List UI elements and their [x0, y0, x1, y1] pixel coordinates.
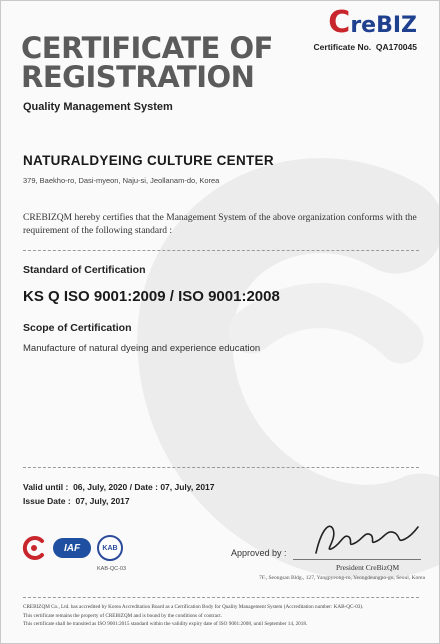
scope-value: Manufacture of natural dyeing and experience education: [23, 343, 261, 354]
valid-until-value: 06, July, 2020 / Date : 07, July, 2017: [73, 482, 215, 492]
certificate-number: [314, 42, 417, 52]
divider: [23, 467, 419, 468]
issue-date-value: 07, July, 2017: [75, 496, 130, 506]
kab-code: KAB-QC-03: [97, 566, 127, 572]
scope-label: Scope of Certification: [23, 322, 132, 334]
dates-block: [23, 480, 215, 508]
divider: [23, 597, 419, 598]
logo-biz: BIZ: [376, 13, 417, 38]
approved-by-label: Approved by :: [231, 548, 287, 558]
footer-line-3: This certificate shall be transited as ISO 9001:2015 standard within the validity expiry date of ISO 9001:2008, until September 14, 2018.: [23, 621, 308, 627]
management-system-name: Quality Management System: [23, 101, 173, 113]
issuer-address: 7F., Seongsan Bldg., 127, Yangpyeong-ro, Yeongdeungpo-gu, Seoul, Korea: [259, 575, 425, 581]
issue-date-row: [23, 494, 215, 508]
footer-notes: [23, 603, 423, 629]
logo-re: re: [350, 13, 377, 38]
organization-address: 379, Baekho-ro, Dasi-myeon, Naju-si, Jeollanam-do, Korea: [23, 176, 220, 185]
logo-c: C: [328, 5, 351, 40]
valid-until-label: Valid until :: [23, 482, 69, 492]
divider: [23, 250, 419, 251]
standard-label: Standard of Certification: [23, 264, 146, 276]
title-line-1: CERTIFICATE OF: [21, 31, 273, 65]
issue-date-label: Issue Date :: [23, 496, 71, 506]
page-title: [21, 31, 273, 94]
title-line-2: REGISTRATION: [21, 60, 255, 94]
certificate-number-value: QA170045: [375, 42, 417, 52]
signature-icon: [311, 511, 421, 561]
kab-mark: KAB: [97, 535, 123, 561]
standard-value: KS Q ISO 9001:2009 / ISO 9001:2008: [23, 288, 280, 305]
iaf-mark: IAF: [53, 538, 91, 558]
certification-statement: CREBIZQM hereby certifies that the Management System of the above organization conforms with the requirement of the following standard :: [23, 213, 417, 236]
footer-line-2: This certificate remains the property of CREBIZQM and is bound by the conditions of contract.: [23, 612, 222, 619]
signatory-title: President CreBizQM: [336, 563, 400, 572]
accreditation-marks: [21, 535, 123, 561]
valid-until-row: [23, 480, 215, 494]
signature-line: [293, 559, 421, 560]
crebiz-logo: [328, 5, 417, 40]
footer-line-1: CREBIZQM Co., Ltd. has accredited by Korea Accreditation Board as a Certification Body for Quality Management System (Accreditation number: KAB-QC-03).: [23, 604, 364, 610]
organization-name: NATURALDYEING CULTURE CENTER: [23, 153, 274, 168]
crebiz-mark-icon: [21, 535, 47, 561]
certificate-number-label: Certificate No.: [313, 42, 372, 52]
